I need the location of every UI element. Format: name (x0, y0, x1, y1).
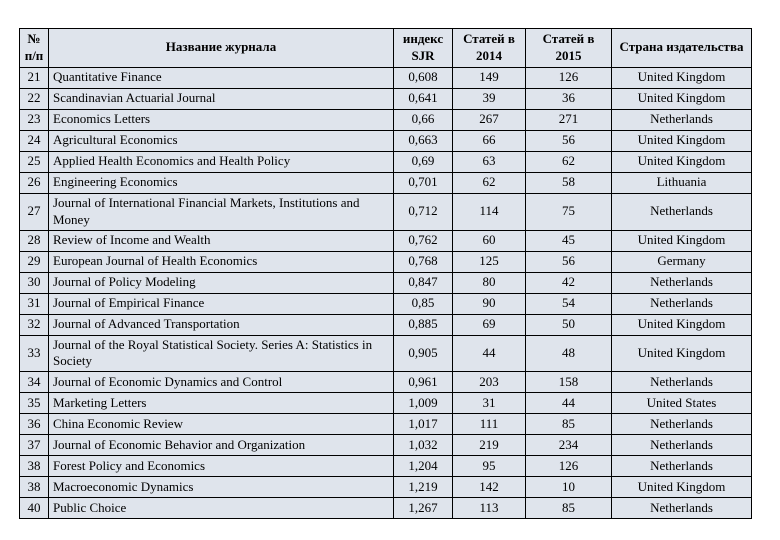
cell-articles-2015: 36 (526, 88, 612, 109)
cell-articles-2014: 39 (453, 88, 526, 109)
cell-sjr-index: 1,032 (394, 435, 453, 456)
cell-sjr-index: 1,009 (394, 393, 453, 414)
table-row (20, 130, 752, 151)
cell-sjr-index: 1,017 (394, 414, 453, 435)
cell-articles-2014: 114 (453, 193, 526, 230)
cell-row-number: 31 (20, 293, 49, 314)
cell-articles-2014: 219 (453, 435, 526, 456)
cell-articles-2015: 56 (526, 251, 612, 272)
cell-sjr-index: 1,219 (394, 477, 453, 498)
column-header-sjr-index: индекс SJR (394, 29, 453, 68)
cell-row-number: 34 (20, 372, 49, 393)
cell-row-number: 38 (20, 456, 49, 477)
cell-articles-2015: 10 (526, 477, 612, 498)
cell-articles-2014: 111 (453, 414, 526, 435)
cell-articles-2015: 56 (526, 130, 612, 151)
cell-row-number: 29 (20, 251, 49, 272)
cell-country: Lithuania (612, 172, 752, 193)
journals-table (19, 28, 752, 519)
cell-articles-2015: 126 (526, 456, 612, 477)
table-header-row (20, 29, 752, 68)
cell-sjr-index: 0,768 (394, 251, 453, 272)
cell-journal-name: Engineering Economics (49, 172, 394, 193)
cell-articles-2015: 45 (526, 230, 612, 251)
table-row (20, 414, 752, 435)
cell-country: Netherlands (612, 372, 752, 393)
cell-row-number: 26 (20, 172, 49, 193)
cell-articles-2015: 42 (526, 272, 612, 293)
cell-country: United States (612, 393, 752, 414)
cell-country: Netherlands (612, 435, 752, 456)
cell-articles-2015: 126 (526, 67, 612, 88)
table-row (20, 109, 752, 130)
cell-row-number: 36 (20, 414, 49, 435)
cell-articles-2015: 75 (526, 193, 612, 230)
cell-journal-name: Journal of Economic Dynamics and Control (49, 372, 394, 393)
cell-articles-2015: 54 (526, 293, 612, 314)
table-row (20, 435, 752, 456)
cell-row-number: 33 (20, 335, 49, 372)
cell-row-number: 24 (20, 130, 49, 151)
cell-articles-2014: 90 (453, 293, 526, 314)
cell-country: United Kingdom (612, 335, 752, 372)
cell-country: Netherlands (612, 272, 752, 293)
table-row (20, 293, 752, 314)
cell-articles-2014: 31 (453, 393, 526, 414)
cell-sjr-index: 0,961 (394, 372, 453, 393)
cell-country: Netherlands (612, 193, 752, 230)
cell-country: United Kingdom (612, 314, 752, 335)
cell-articles-2015: 158 (526, 372, 612, 393)
cell-row-number: 22 (20, 88, 49, 109)
cell-articles-2015: 58 (526, 172, 612, 193)
cell-articles-2014: 203 (453, 372, 526, 393)
cell-row-number: 25 (20, 151, 49, 172)
cell-journal-name: Journal of Advanced Transportation (49, 314, 394, 335)
cell-journal-name: Forest Policy and Economics (49, 456, 394, 477)
cell-sjr-index: 0,608 (394, 67, 453, 88)
cell-journal-name: Scandinavian Actuarial Journal (49, 88, 394, 109)
column-header-articles-2014: Статей в 2014 (453, 29, 526, 68)
table-row (20, 193, 752, 230)
table-row (20, 393, 752, 414)
table-row (20, 498, 752, 519)
table-row (20, 372, 752, 393)
cell-journal-name: Journal of Economic Behavior and Organization (49, 435, 394, 456)
cell-articles-2014: 60 (453, 230, 526, 251)
cell-articles-2015: 271 (526, 109, 612, 130)
cell-row-number: 28 (20, 230, 49, 251)
table-row (20, 335, 752, 372)
table-row (20, 314, 752, 335)
table-row (20, 272, 752, 293)
cell-country: United Kingdom (612, 67, 752, 88)
cell-country: Netherlands (612, 498, 752, 519)
cell-journal-name: Journal of Policy Modeling (49, 272, 394, 293)
cell-sjr-index: 0,712 (394, 193, 453, 230)
cell-articles-2015: 234 (526, 435, 612, 456)
table-row (20, 151, 752, 172)
cell-articles-2015: 50 (526, 314, 612, 335)
cell-journal-name: Economics Letters (49, 109, 394, 130)
cell-country: Netherlands (612, 109, 752, 130)
cell-country: United Kingdom (612, 88, 752, 109)
cell-sjr-index: 0,663 (394, 130, 453, 151)
cell-articles-2014: 149 (453, 67, 526, 88)
cell-sjr-index: 0,762 (394, 230, 453, 251)
cell-journal-name: European Journal of Health Economics (49, 251, 394, 272)
cell-articles-2014: 125 (453, 251, 526, 272)
table-row (20, 230, 752, 251)
cell-country: United Kingdom (612, 230, 752, 251)
cell-journal-name: Review of Income and Wealth (49, 230, 394, 251)
column-header-country: Страна издательства (612, 29, 752, 68)
table-row (20, 251, 752, 272)
cell-articles-2014: 44 (453, 335, 526, 372)
table-body (20, 67, 752, 519)
cell-journal-name: Quantitative Finance (49, 67, 394, 88)
column-header-articles-2015: Статей в 2015 (526, 29, 612, 68)
cell-articles-2015: 85 (526, 414, 612, 435)
cell-articles-2015: 85 (526, 498, 612, 519)
cell-sjr-index: 0,847 (394, 272, 453, 293)
cell-articles-2015: 48 (526, 335, 612, 372)
cell-country: Netherlands (612, 293, 752, 314)
cell-articles-2015: 62 (526, 151, 612, 172)
cell-row-number: 30 (20, 272, 49, 293)
cell-sjr-index: 0,66 (394, 109, 453, 130)
table-row (20, 456, 752, 477)
cell-journal-name: Public Choice (49, 498, 394, 519)
cell-journal-name: Journal of International Financial Markets, Institutions and Money (49, 193, 394, 230)
cell-journal-name: Journal of the Royal Statistical Society. Series A: Statistics in Society (49, 335, 394, 372)
cell-sjr-index: 1,204 (394, 456, 453, 477)
cell-articles-2015: 44 (526, 393, 612, 414)
cell-journal-name: Macroeconomic Dynamics (49, 477, 394, 498)
cell-journal-name: Journal of Empirical Finance (49, 293, 394, 314)
cell-articles-2014: 69 (453, 314, 526, 335)
cell-row-number: 21 (20, 67, 49, 88)
cell-country: United Kingdom (612, 477, 752, 498)
cell-country: Germany (612, 251, 752, 272)
cell-row-number: 32 (20, 314, 49, 335)
cell-row-number: 23 (20, 109, 49, 130)
table-row (20, 477, 752, 498)
cell-row-number: 37 (20, 435, 49, 456)
cell-country: Netherlands (612, 456, 752, 477)
cell-sjr-index: 0,85 (394, 293, 453, 314)
cell-journal-name: Applied Health Economics and Health Policy (49, 151, 394, 172)
cell-sjr-index: 0,885 (394, 314, 453, 335)
cell-sjr-index: 0,701 (394, 172, 453, 193)
cell-sjr-index: 0,905 (394, 335, 453, 372)
cell-journal-name: Agricultural Economics (49, 130, 394, 151)
cell-row-number: 40 (20, 498, 49, 519)
cell-country: United Kingdom (612, 130, 752, 151)
cell-sjr-index: 0,641 (394, 88, 453, 109)
cell-articles-2014: 62 (453, 172, 526, 193)
table-header (20, 29, 752, 68)
cell-articles-2014: 80 (453, 272, 526, 293)
cell-articles-2014: 63 (453, 151, 526, 172)
cell-row-number: 38 (20, 477, 49, 498)
cell-row-number: 27 (20, 193, 49, 230)
cell-articles-2014: 142 (453, 477, 526, 498)
cell-articles-2014: 95 (453, 456, 526, 477)
table-row (20, 172, 752, 193)
cell-articles-2014: 267 (453, 109, 526, 130)
column-header-journal-name: Название журнала (49, 29, 394, 68)
cell-sjr-index: 1,267 (394, 498, 453, 519)
column-header-row-number: № п/п (20, 29, 49, 68)
cell-articles-2014: 113 (453, 498, 526, 519)
table-row (20, 88, 752, 109)
cell-country: Netherlands (612, 414, 752, 435)
cell-journal-name: Marketing Letters (49, 393, 394, 414)
cell-articles-2014: 66 (453, 130, 526, 151)
cell-journal-name: China Economic Review (49, 414, 394, 435)
table-row (20, 67, 752, 88)
cell-country: United Kingdom (612, 151, 752, 172)
cell-row-number: 35 (20, 393, 49, 414)
cell-sjr-index: 0,69 (394, 151, 453, 172)
